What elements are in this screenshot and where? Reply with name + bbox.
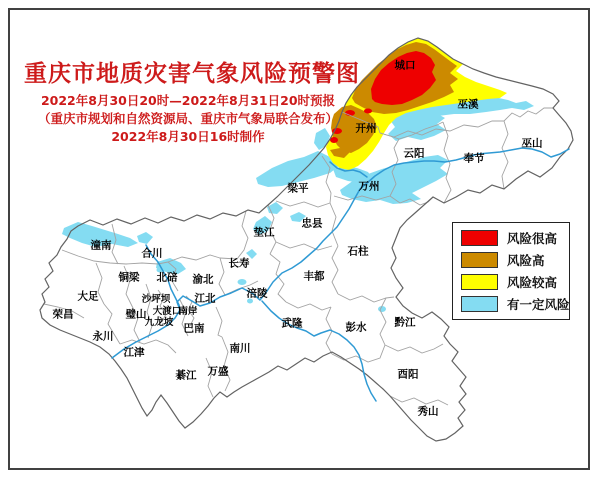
district-label-梁平: 梁平	[287, 182, 309, 195]
forecast-period-line: 2022年8月30日20时—2022年8月31日20时预报	[40, 93, 336, 108]
risk-patch-cyan	[137, 232, 153, 244]
district-label-璧山: 璧山	[125, 308, 147, 321]
district-label-长寿: 长寿	[228, 257, 250, 270]
subtitle-block	[28, 92, 348, 146]
district-label-垫江: 垫江	[253, 226, 275, 239]
legend-label-3: 有一定风险	[507, 297, 570, 312]
district-label-江北: 江北	[194, 292, 216, 305]
legend-swatch-0	[461, 230, 498, 246]
district-label-酉阳: 酉阳	[397, 368, 419, 381]
district-label-大渡口: 大渡口	[152, 306, 182, 317]
district-label-大足: 大足	[77, 290, 99, 303]
legend-item-0	[461, 227, 569, 249]
legend-swatch-2	[461, 274, 498, 290]
legend-label-0: 风险很高	[507, 231, 558, 246]
legend-item-1	[461, 249, 569, 271]
legend-swatch-1	[461, 252, 498, 268]
issuer-line: （重庆市规划和自然资源局、重庆市气象局联合发布）	[37, 111, 338, 126]
district-label-秀山: 秀山	[417, 405, 439, 418]
district-label-万州: 万州	[358, 180, 380, 193]
district-label-丰都: 丰都	[303, 270, 325, 283]
district-label-铜梁: 铜梁	[118, 271, 140, 284]
district-label-綦江: 綦江	[175, 369, 197, 382]
page-title: 重庆市地质灾害气象风险预警图	[24, 61, 360, 87]
district-label-潼南: 潼南	[90, 239, 112, 252]
district-label-云阳: 云阳	[403, 147, 425, 160]
legend-item-3	[461, 293, 569, 315]
district-label-城口: 城口	[394, 59, 416, 72]
district-label-万盛: 万盛	[207, 365, 229, 378]
district-label-沙坪坝: 沙坪坝	[141, 294, 171, 305]
legend	[452, 222, 570, 320]
district-label-永川: 永川	[92, 330, 114, 343]
legend-label-2: 风险较高	[507, 275, 558, 290]
district-label-南岸: 南岸	[178, 306, 198, 317]
risk-patch-red	[364, 109, 372, 114]
district-label-合川: 合川	[141, 247, 163, 260]
district-label-开州: 开州	[355, 122, 377, 135]
legend-item-2	[461, 271, 569, 293]
district-label-奉节: 奉节	[463, 152, 485, 165]
district-label-巫溪: 巫溪	[457, 98, 479, 111]
district-label-北碚: 北碚	[156, 271, 178, 284]
district-label-渝北: 渝北	[192, 273, 214, 286]
issue-time-line: 2022年8月30日16时制作	[111, 129, 265, 144]
legend-swatch-3	[461, 296, 498, 312]
district-label-黔江: 黔江	[394, 316, 416, 329]
district-label-石柱: 石柱	[347, 245, 369, 258]
district-label-忠县: 忠县	[301, 217, 323, 230]
legend-label-1: 风险高	[507, 253, 545, 268]
district-label-彭水: 彭水	[345, 321, 367, 334]
legend-items	[461, 227, 569, 315]
risk-patch-cyan	[238, 279, 247, 285]
district-label-巴南: 巴南	[183, 322, 205, 335]
district-label-涪陵: 涪陵	[246, 287, 268, 300]
district-label-南川: 南川	[229, 342, 251, 355]
district-label-荣昌: 荣昌	[52, 308, 74, 321]
district-label-武隆: 武隆	[281, 317, 303, 330]
district-label-江津: 江津	[123, 346, 145, 359]
district-label-九龙坡: 九龙坡	[144, 317, 174, 328]
district-label-巫山: 巫山	[521, 137, 543, 150]
river-wujiang	[262, 301, 376, 401]
